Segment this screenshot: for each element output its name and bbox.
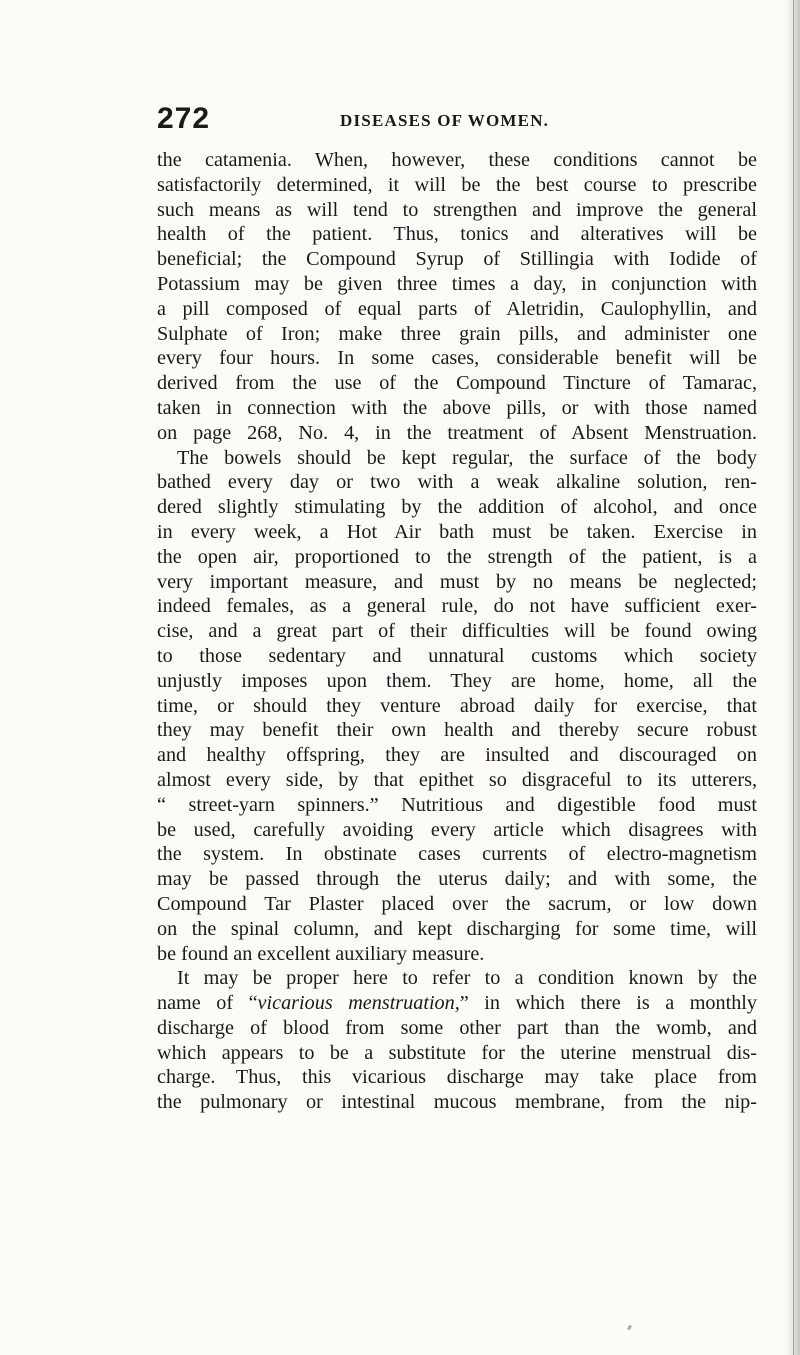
text-line: such means as will tend to strengthen and improve the general: [157, 198, 757, 221]
text-line-with-italic: [157, 991, 757, 1016]
text-line-paragraph-start: It may be proper here to refer to a condition known by the: [177, 967, 757, 990]
text-line-paragraph-start: The bowels should be kept regular, the surface of the body: [177, 446, 757, 469]
text-line: “ street-yarn spinners.” Nutritious and digestible food must: [157, 793, 757, 816]
page-number: 272: [157, 102, 211, 135]
line-tail: ” in which there is a monthly: [459, 992, 757, 1015]
text-line: the catamenia. When, however, these conditions cannot be: [157, 149, 757, 171]
text-line: unjustly imposes upon them. They are home, home, all the: [157, 669, 757, 692]
text-line: the open air, proportioned to the strength of the patient, is a: [157, 545, 757, 568]
text-line: and healthy offspring, they are insulted and discouraged on: [157, 744, 757, 767]
running-title: DISEASES OF WOMEN.: [340, 111, 550, 130]
text-line: cise, and a great part of their difficulties will be found owing: [157, 620, 757, 643]
paper-speck: [627, 1325, 632, 1331]
text-line: the pulmonary or intestinal mucous membrane, from the nip-: [157, 1091, 757, 1114]
line-lead: name of “: [157, 992, 258, 1015]
page-edge-line: [793, 0, 794, 1355]
text-line: time, or should they venture abroad daily for exercise, that: [157, 694, 757, 717]
text-line: taken in connection with the above pills, or with those named: [157, 396, 757, 419]
text-line: may be passed through the uterus daily; and with some, the: [157, 868, 757, 891]
text-line: on the spinal column, and kept discharging for some time, will: [157, 917, 757, 940]
text-line: almost every side, by that epithet so disgraceful to its utterers,: [157, 768, 757, 791]
text-line: the system. In obstinate cases currents of electro-magnetism: [157, 843, 757, 866]
body-text: [157, 148, 757, 1115]
text-line: Compound Tar Plaster placed over the sacrum, or low down: [157, 892, 757, 915]
text-line: they may benefit their own health and thereby secure robust: [157, 719, 757, 742]
running-head: [157, 102, 760, 136]
text-line: in every week, a Hot Air bath must be taken. Exercise in: [157, 520, 757, 543]
text-line: health of the patient. Thus, tonics and alteratives will be: [157, 223, 757, 246]
text-line: indeed females, as a general rule, do not have sufficient exer-: [157, 595, 757, 618]
text-line: Potassium may be given three times a day, in conjunction with: [157, 272, 757, 295]
italic-term: vicarious menstruation,: [257, 992, 460, 1015]
text-line: Sulphate of Iron; make three grain pills, and administer one: [157, 322, 757, 345]
text-line: to those sedentary and unnatural customs which society: [157, 644, 757, 667]
text-line: beneficial; the Compound Syrup of Stillingia with Iodide of: [157, 248, 757, 271]
text-line: be used, carefully avoiding every article which disagrees with: [157, 818, 757, 841]
text-line: derived from the use of the Compound Tincture of Tamarac,: [157, 372, 757, 395]
text-line: on page 268, No. 4, in the treatment of Absent Menstruation.: [157, 421, 757, 444]
text-line: bathed every day or two with a weak alkaline solution, ren-: [157, 471, 757, 494]
text-line-paragraph-end: be found an excellent auxiliary measure.: [157, 942, 485, 965]
text-line: charge. Thus, this vicarious discharge may take place from: [157, 1066, 757, 1089]
text-line: which appears to be a substitute for the uterine menstrual dis-: [157, 1041, 757, 1064]
text-line: very important measure, and must by no means be neglected;: [157, 570, 757, 593]
text-line: discharge of blood from some other part than the womb, and: [157, 1016, 757, 1039]
text-line: satisfactorily determined, it will be the best course to prescribe: [157, 173, 757, 196]
text-line: every four hours. In some cases, considerable benefit will be: [157, 347, 757, 370]
text-line: dered slightly stimulating by the addition of alcohol, and once: [157, 496, 757, 519]
text-line: a pill composed of equal parts of Aletridin, Caulophyllin, and: [157, 297, 757, 320]
